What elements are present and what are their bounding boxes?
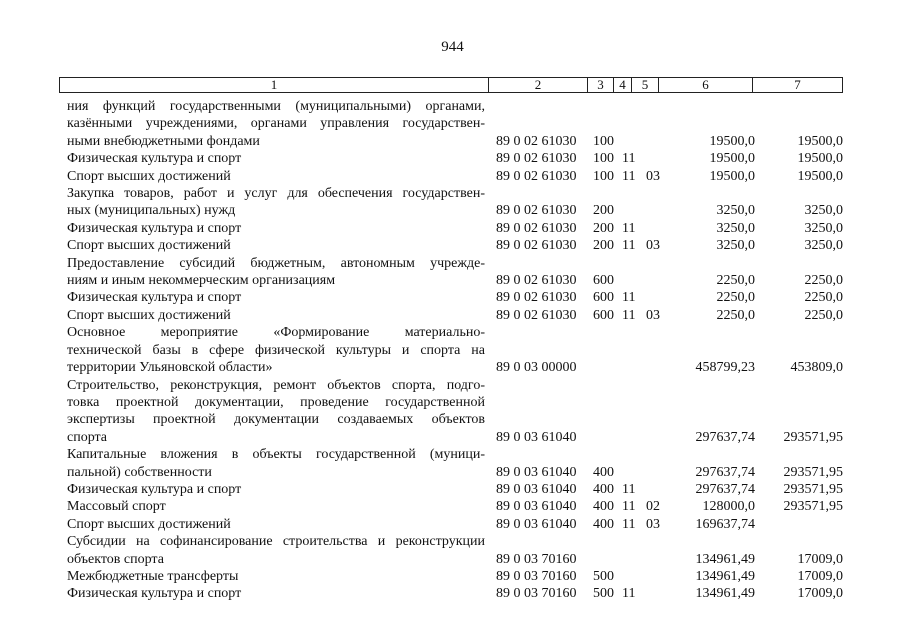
table-row <box>0 498 905 515</box>
header-col-3: 3 <box>587 78 613 92</box>
target-code: 89 0 02 61030 <box>496 203 577 219</box>
description-line: Спорт высших достижений <box>67 307 231 323</box>
table-row <box>0 289 905 306</box>
amount-col-6: 297637,74 <box>695 429 755 445</box>
amount-col-6: 134961,49 <box>695 551 755 567</box>
row-values <box>0 202 905 219</box>
expense-type: 100 <box>593 168 614 184</box>
table-row <box>0 446 905 481</box>
target-code: 89 0 03 61040 <box>496 499 577 515</box>
table-row <box>0 98 905 150</box>
amount-col-6: 128000,0 <box>702 499 755 515</box>
row-values <box>0 464 905 481</box>
description-line: ных (муниципальных) нужд <box>67 203 236 219</box>
amount-col-6: 134961,49 <box>695 586 755 602</box>
description-line: Капитальные вложения в объекты государственной (муници- <box>67 447 485 463</box>
section: 11 <box>622 168 636 184</box>
header-col-1: 1 <box>270 77 278 92</box>
amount-col-7: 3250,0 <box>804 238 843 254</box>
expense-type: 200 <box>593 238 614 254</box>
expense-type: 100 <box>593 133 614 149</box>
table-row <box>0 585 905 602</box>
amount-col-7: 453809,0 <box>790 360 843 376</box>
table-row <box>0 255 905 290</box>
section: 11 <box>622 307 636 323</box>
header-col-6: 6 <box>658 78 752 92</box>
amount-col-6: 19500,0 <box>709 168 755 184</box>
target-code: 89 0 02 61030 <box>496 151 577 167</box>
amount-col-7: 17009,0 <box>797 551 843 567</box>
amount-col-7: 19500,0 <box>797 168 843 184</box>
subsection: 03 <box>646 238 660 254</box>
table-row <box>0 150 905 167</box>
amount-col-6: 297637,74 <box>695 464 755 480</box>
amount-col-7: 19500,0 <box>797 151 843 167</box>
table-row <box>0 516 905 533</box>
table-header <box>59 77 843 93</box>
row-values <box>0 498 905 515</box>
subsection: 02 <box>646 499 660 515</box>
target-code: 89 0 03 70160 <box>496 551 577 567</box>
amount-col-6: 2250,0 <box>716 290 755 306</box>
table-row <box>0 185 905 220</box>
row-values <box>0 551 905 568</box>
description-line: территории Ульяновской области» <box>67 360 273 376</box>
amount-col-6: 3250,0 <box>716 203 755 219</box>
expense-type: 400 <box>593 499 614 515</box>
table-row <box>0 220 905 237</box>
amount-col-6: 3250,0 <box>716 238 755 254</box>
header-col-4: 4 <box>613 78 631 92</box>
amount-col-6: 134961,49 <box>695 568 755 584</box>
expense-type: 400 <box>593 481 614 497</box>
description-line: Физическая культура и спорт <box>67 586 242 602</box>
target-code: 89 0 02 61030 <box>496 133 577 149</box>
table-row <box>0 568 905 585</box>
target-code: 89 0 03 61040 <box>496 516 577 532</box>
description-line: Физическая культура и спорт <box>67 151 242 167</box>
target-code: 89 0 03 61040 <box>496 481 577 497</box>
description-line: Основное мероприятие «Формирование материально- <box>67 325 485 341</box>
description-line: Массовый спорт <box>67 499 166 515</box>
amount-col-7: 2250,0 <box>804 273 843 289</box>
description-line: ния функций государственными (муниципальными) органами, <box>67 99 485 114</box>
amount-col-6: 297637,74 <box>695 481 755 497</box>
amount-col-7: 293571,95 <box>783 464 843 480</box>
target-code: 89 0 02 61030 <box>496 307 577 323</box>
expense-type: 600 <box>593 307 614 323</box>
row-values <box>0 481 905 498</box>
table-row <box>0 307 905 324</box>
target-code: 89 0 03 61040 <box>496 429 577 445</box>
description-line: экспертизы проектной документации создаваемых объектов <box>67 412 485 428</box>
target-code: 89 0 02 61030 <box>496 290 577 306</box>
section: 11 <box>622 151 636 167</box>
description-line: Физическая культура и спорт <box>67 290 242 306</box>
target-code: 89 0 03 70160 <box>496 568 577 584</box>
amount-col-7: 293571,95 <box>783 481 843 497</box>
subsection: 03 <box>646 307 660 323</box>
row-values <box>0 307 905 324</box>
amount-col-6: 458799,23 <box>695 360 755 376</box>
table-row <box>0 481 905 498</box>
description-line: ниям и иным некоммерческим организациям <box>67 273 336 289</box>
description-line: Физическая культура и спорт <box>67 220 242 236</box>
expense-type: 600 <box>593 290 614 306</box>
target-code: 89 0 02 61030 <box>496 168 577 184</box>
description-line: пальной) собственности <box>67 464 212 480</box>
amount-col-7: 17009,0 <box>797 586 843 602</box>
target-code: 89 0 03 00000 <box>496 360 577 376</box>
amount-col-6: 2250,0 <box>716 307 755 323</box>
section: 11 <box>622 290 636 306</box>
expense-type: 400 <box>593 464 614 480</box>
target-code: 89 0 03 70160 <box>496 586 577 602</box>
expense-type: 100 <box>593 151 614 167</box>
row-values <box>0 168 905 185</box>
description-line: спорта <box>67 429 108 445</box>
page-number: 944 <box>441 39 464 55</box>
expense-type: 500 <box>593 568 614 584</box>
section: 11 <box>622 499 636 515</box>
row-values <box>0 359 905 376</box>
description-line: Строительство, реконструкция, ремонт объектов спорта, подго- <box>67 377 485 393</box>
amount-col-7: 293571,95 <box>783 499 843 515</box>
row-values <box>0 289 905 306</box>
expense-type: 500 <box>593 586 614 602</box>
amount-col-7: 2250,0 <box>804 307 843 323</box>
subsection: 03 <box>646 516 660 532</box>
section: 11 <box>622 220 636 236</box>
amount-col-7: 19500,0 <box>797 133 843 149</box>
table-row <box>0 377 905 447</box>
description-line: Физическая культура и спорт <box>67 481 242 497</box>
target-code: 89 0 02 61030 <box>496 220 577 236</box>
amount-col-6: 2250,0 <box>716 273 755 289</box>
description-line: Предоставление субсидий бюджетным, автономным учрежде- <box>67 255 485 271</box>
description-line: Межбюджетные трансферты <box>67 568 239 584</box>
target-code: 89 0 02 61030 <box>496 238 577 254</box>
amount-col-7: 3250,0 <box>804 203 843 219</box>
row-values <box>0 568 905 585</box>
header-col-2: 2 <box>488 78 587 92</box>
description-line: Спорт высших достижений <box>67 168 231 184</box>
description-line: Спорт высших достижений <box>67 238 231 254</box>
row-values <box>0 220 905 237</box>
section: 11 <box>622 238 636 254</box>
row-values <box>0 150 905 167</box>
table-row <box>0 168 905 185</box>
description-line: технической базы в сфере физической культуры и спорта на <box>67 342 485 358</box>
amount-col-7: 17009,0 <box>797 568 843 584</box>
expense-type: 200 <box>593 203 614 219</box>
section: 11 <box>622 586 636 602</box>
expense-type: 600 <box>593 273 614 289</box>
amount-col-6: 19500,0 <box>709 133 755 149</box>
description-line: Субсидии на софинансирование строительства и реконструкции <box>67 534 485 550</box>
table-body <box>0 98 905 603</box>
table-row <box>0 324 905 376</box>
amount-col-7: 3250,0 <box>804 220 843 236</box>
row-values <box>0 429 905 446</box>
header-col-7: 7 <box>752 78 842 92</box>
table-row <box>0 237 905 254</box>
amount-col-6: 169637,74 <box>695 516 755 532</box>
target-code: 89 0 03 61040 <box>496 464 577 480</box>
amount-col-6: 3250,0 <box>716 220 755 236</box>
row-values <box>0 516 905 533</box>
description-line: казёнными учреждениями, органами управления государствен- <box>67 116 485 132</box>
section: 11 <box>622 516 636 532</box>
description-line: ными внебюджетными фондами <box>67 133 260 149</box>
row-values <box>0 133 905 150</box>
subsection: 03 <box>646 168 660 184</box>
amount-col-7: 2250,0 <box>804 290 843 306</box>
description-line: товка проектной документации, проведение государственной <box>67 394 485 410</box>
header-col-5: 5 <box>631 78 658 92</box>
amount-col-7: 293571,95 <box>783 429 843 445</box>
description-line: объектов спорта <box>67 551 164 567</box>
row-values <box>0 237 905 254</box>
row-values <box>0 272 905 289</box>
row-values <box>0 585 905 602</box>
expense-type: 400 <box>593 516 614 532</box>
expense-type: 200 <box>593 220 614 236</box>
description-line: Спорт высших достижений <box>67 516 231 532</box>
description-line: Закупка товаров, работ и услуг для обеспечения государствен- <box>67 186 485 202</box>
section: 11 <box>622 481 636 497</box>
table-row <box>0 533 905 568</box>
target-code: 89 0 02 61030 <box>496 273 577 289</box>
amount-col-6: 19500,0 <box>709 151 755 167</box>
